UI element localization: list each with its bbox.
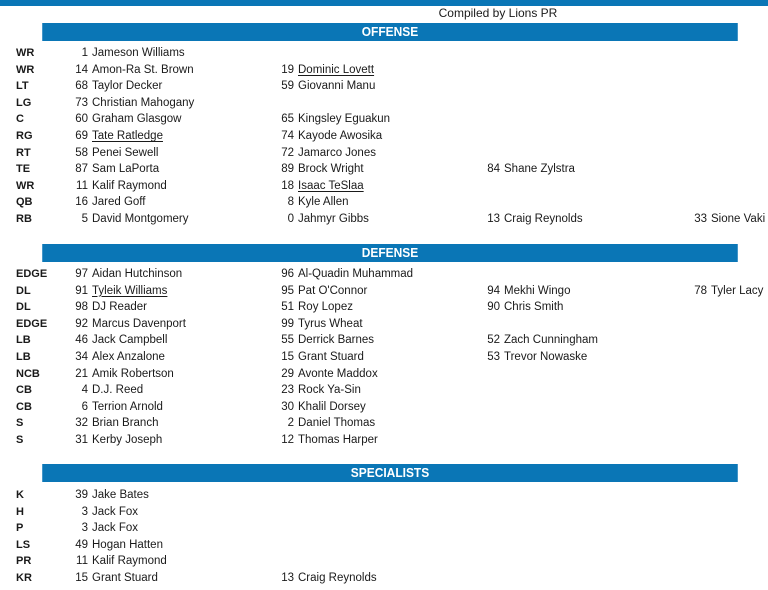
- player-name: Kyle Allen: [298, 196, 349, 209]
- jersey-number: 69: [75, 130, 88, 142]
- position-label: CB: [16, 400, 32, 413]
- player-name: Thomas Harper: [298, 434, 378, 446]
- jersey-number: 19: [281, 63, 294, 76]
- roster-row: [0, 399, 768, 415]
- player-entry: [270, 178, 364, 194]
- player-name: Christian Mahogany: [92, 96, 195, 109]
- player-name: Chris Smith: [504, 301, 564, 314]
- jersey-number: 2: [287, 417, 294, 430]
- player-name: Jack Fox: [92, 522, 139, 535]
- roster-row: [0, 316, 768, 332]
- player-entry: [60, 111, 181, 127]
- roster-row: [0, 415, 768, 431]
- roster-row: [0, 95, 768, 111]
- player-name: Sione Vaki: [711, 213, 766, 225]
- player-entry: [270, 382, 361, 398]
- jersey-number: 59: [281, 80, 294, 93]
- position-label: CB: [16, 384, 32, 397]
- player-entry: [270, 78, 375, 94]
- jersey-number: 39: [75, 489, 88, 501]
- defense-header: DEFENSE: [42, 244, 738, 262]
- player-entry: [60, 415, 158, 431]
- player-name: Tate Ratledge: [92, 130, 163, 142]
- player-entry: [60, 504, 138, 520]
- player-name: Isaac TeSlaa: [298, 179, 364, 192]
- roster-row: [0, 520, 768, 536]
- jersey-number: 33: [694, 213, 707, 225]
- player-name: Craig Reynolds: [298, 572, 377, 584]
- player-name: D.J. Reed: [92, 384, 144, 397]
- player-name: Brian Branch: [92, 417, 159, 430]
- player-entry: [270, 194, 349, 210]
- jersey-number: 11: [76, 179, 88, 192]
- position-label: LT: [16, 80, 29, 93]
- jersey-number: 78: [694, 284, 707, 297]
- jersey-number: 55: [281, 334, 294, 347]
- jersey-number: 87: [75, 163, 88, 176]
- player-name: Hogan Hatten: [92, 538, 163, 551]
- player-entry: [60, 161, 159, 177]
- player-entry: [60, 178, 167, 194]
- jersey-number: 51: [281, 301, 294, 314]
- jersey-number: 30: [281, 400, 294, 413]
- player-entry: [60, 349, 165, 365]
- roster-row: [0, 382, 768, 398]
- player-entry: [270, 111, 390, 127]
- player-entry: [270, 432, 378, 448]
- player-name: Shane Zylstra: [504, 163, 575, 176]
- player-name: Jack Campbell: [92, 334, 168, 347]
- jersey-number: 84: [487, 163, 500, 176]
- player-entry: [270, 128, 382, 144]
- player-name: Kayode Awosika: [298, 130, 383, 142]
- jersey-number: 16: [75, 196, 88, 209]
- jersey-number: 99: [281, 317, 294, 330]
- player-name: Rock Ya-Sin: [298, 384, 361, 397]
- player-entry: [60, 299, 147, 315]
- player-entry: [478, 283, 570, 299]
- jersey-number: 65: [281, 113, 294, 126]
- position-label: QB: [16, 196, 33, 209]
- jersey-number: 53: [487, 351, 500, 363]
- player-entry: [60, 520, 138, 536]
- player-entry: [270, 145, 376, 161]
- jersey-number: 98: [75, 301, 88, 314]
- player-entry: [270, 316, 363, 332]
- player-name: DJ Reader: [92, 301, 147, 314]
- roster-row: [0, 266, 768, 282]
- jersey-number: 32: [75, 417, 88, 430]
- jersey-number: 68: [75, 80, 88, 93]
- jersey-number: 72: [281, 146, 294, 159]
- jersey-number: 31: [75, 434, 88, 446]
- player-entry: [60, 194, 146, 210]
- player-entry: [60, 366, 174, 382]
- player-entry: [270, 299, 353, 315]
- player-name: Dominic Lovett: [298, 63, 375, 76]
- position-label: RG: [16, 130, 33, 142]
- player-entry: [478, 349, 587, 365]
- player-name: Jared Goff: [92, 196, 146, 209]
- jersey-number: 3: [81, 522, 88, 535]
- player-name: Grant Stuard: [298, 351, 364, 363]
- position-label: WR: [16, 47, 35, 59]
- player-name: Aidan Hutchinson: [92, 268, 183, 280]
- jersey-number: 97: [75, 268, 88, 280]
- jersey-number: 6: [81, 400, 88, 413]
- position-label: WR: [16, 179, 35, 192]
- jersey-number: 23: [281, 384, 294, 397]
- player-entry: [60, 399, 163, 415]
- player-entry: [60, 266, 182, 282]
- player-entry: [60, 283, 167, 299]
- player-name: Giovanni Manu: [298, 80, 376, 93]
- player-name: Grant Stuard: [92, 572, 158, 584]
- player-name: Kerby Joseph: [92, 434, 163, 446]
- player-name: Jack Fox: [92, 505, 139, 518]
- jersey-number: 46: [75, 334, 88, 347]
- player-entry: [478, 332, 598, 348]
- jersey-number: 52: [487, 334, 500, 347]
- compiled-by-note: Compiled by Lions PR: [438, 6, 558, 20]
- jersey-number: 5: [81, 213, 88, 225]
- player-name: Marcus Davenport: [92, 317, 186, 330]
- player-entry: [60, 382, 143, 398]
- position-label: DL: [16, 284, 31, 297]
- position-label: C: [16, 113, 24, 126]
- roster-row: [0, 178, 768, 194]
- roster-row: [0, 299, 768, 315]
- roster-row: [0, 366, 768, 382]
- roster-row: [0, 283, 768, 299]
- jersey-number: 18: [281, 179, 294, 192]
- player-entry: [60, 316, 186, 332]
- player-name: Avonte Maddox: [298, 367, 378, 380]
- position-label: EDGE: [16, 268, 48, 280]
- roster-row: [0, 145, 768, 161]
- player-entry: [60, 95, 194, 111]
- position-label: S: [16, 417, 24, 430]
- player-entry: [60, 432, 162, 448]
- player-name: Tyler Lacy: [711, 284, 764, 297]
- position-label: LB: [16, 334, 31, 347]
- player-entry: [270, 332, 374, 348]
- jersey-number: 94: [487, 284, 500, 297]
- player-name: Amon-Ra St. Brown: [92, 63, 194, 76]
- player-entry: [60, 145, 158, 161]
- position-label: EDGE: [16, 317, 48, 330]
- position-label: LS: [16, 538, 31, 551]
- roster-row: [0, 332, 768, 348]
- position-label: KR: [16, 572, 32, 584]
- jersey-number: 1: [81, 47, 88, 59]
- player-entry: [683, 211, 765, 227]
- player-entry: [60, 537, 163, 553]
- player-entry: [270, 211, 369, 227]
- position-label: TE: [16, 163, 31, 176]
- roster-row: [0, 161, 768, 177]
- jersey-number: 0: [287, 213, 294, 225]
- position-label: P: [16, 522, 24, 535]
- position-label: RT: [16, 146, 31, 159]
- player-name: Brock Wright: [298, 163, 364, 176]
- jersey-number: 90: [487, 301, 500, 314]
- jersey-number: 95: [281, 284, 294, 297]
- player-name: Daniel Thomas: [298, 417, 376, 430]
- roster-row: [0, 432, 768, 448]
- player-name: Trevor Nowaske: [504, 351, 588, 363]
- jersey-number: 13: [487, 213, 500, 225]
- player-entry: [270, 349, 364, 365]
- roster-row: [0, 570, 768, 586]
- player-entry: [270, 570, 377, 586]
- jersey-number: 15: [281, 351, 294, 363]
- position-label: RB: [16, 213, 32, 225]
- player-name: David Montgomery: [92, 213, 189, 225]
- roster-row: [0, 349, 768, 365]
- player-entry: [60, 332, 167, 348]
- player-name: Jameson Williams: [92, 47, 185, 59]
- player-entry: [60, 570, 158, 586]
- player-entry: [270, 161, 364, 177]
- player-name: Taylor Decker: [92, 80, 163, 93]
- position-label: DL: [16, 301, 31, 314]
- roster-row: [0, 78, 768, 94]
- player-entry: [270, 399, 366, 415]
- jersey-number: 14: [75, 63, 88, 76]
- roster-row: [0, 194, 768, 210]
- player-entry: [60, 487, 149, 503]
- position-label: LB: [16, 351, 31, 363]
- roster-row: [0, 553, 768, 569]
- jersey-number: 60: [75, 113, 88, 126]
- player-name: Roy Lopez: [298, 301, 353, 314]
- player-name: Derrick Barnes: [298, 334, 375, 347]
- jersey-number: 15: [75, 572, 88, 584]
- player-name: Jahmyr Gibbs: [298, 213, 369, 225]
- player-name: Mekhi Wingo: [504, 284, 571, 297]
- specialists-header: SPECIALISTS: [42, 464, 738, 482]
- jersey-number: 4: [81, 384, 88, 397]
- position-label: PR: [16, 555, 32, 568]
- jersey-number: 73: [75, 96, 88, 109]
- player-name: Kalif Raymond: [92, 179, 167, 192]
- player-name: Terrion Arnold: [92, 400, 163, 413]
- player-name: Pat O'Connor: [298, 284, 368, 297]
- jersey-number: 11: [76, 555, 88, 568]
- position-label: LG: [16, 96, 32, 109]
- player-entry: [270, 283, 367, 299]
- player-name: Kalif Raymond: [92, 555, 167, 568]
- player-name: Amik Robertson: [92, 367, 174, 380]
- player-entry: [60, 45, 185, 61]
- player-entry: [60, 128, 163, 144]
- player-name: Graham Glasgow: [92, 113, 182, 126]
- jersey-number: 74: [281, 130, 294, 142]
- jersey-number: 89: [281, 163, 294, 176]
- roster-row: [0, 504, 768, 520]
- player-entry: [270, 266, 413, 282]
- position-label: S: [16, 434, 24, 446]
- jersey-number: 49: [75, 538, 88, 551]
- player-name: Craig Reynolds: [504, 213, 583, 225]
- jersey-number: 29: [281, 367, 294, 380]
- player-entry: [478, 211, 583, 227]
- player-name: Al-Quadin Muhammad: [298, 268, 414, 280]
- jersey-number: 58: [75, 146, 88, 159]
- roster-row: [0, 111, 768, 127]
- jersey-number: 21: [75, 367, 88, 380]
- player-name: Jamarco Jones: [298, 146, 376, 159]
- position-label: NCB: [16, 367, 40, 380]
- player-entry: [270, 62, 374, 78]
- player-entry: [60, 62, 194, 78]
- position-label: H: [16, 505, 24, 518]
- offense-header: OFFENSE: [42, 23, 738, 41]
- player-name: Zach Cunningham: [504, 334, 598, 347]
- player-name: Sam LaPorta: [92, 163, 160, 176]
- jersey-number: 91: [75, 284, 88, 297]
- roster-row: [0, 487, 768, 503]
- jersey-number: 12: [281, 434, 294, 446]
- jersey-number: 13: [281, 572, 294, 584]
- position-label: WR: [16, 63, 35, 76]
- jersey-number: 3: [81, 505, 88, 518]
- roster-row: [0, 211, 768, 227]
- position-label: K: [16, 489, 24, 501]
- player-name: Tyleik Williams: [92, 284, 168, 297]
- player-entry: [60, 211, 189, 227]
- jersey-number: 92: [75, 317, 88, 330]
- roster-row: [0, 537, 768, 553]
- player-entry: [60, 553, 167, 569]
- jersey-number: 96: [281, 268, 294, 280]
- player-entry: [478, 161, 575, 177]
- jersey-number: 34: [75, 351, 88, 363]
- player-entry: [270, 366, 378, 382]
- player-name: Jake Bates: [92, 489, 149, 501]
- player-entry: [478, 299, 563, 315]
- player-entry: [60, 78, 162, 94]
- roster-row: [0, 128, 768, 144]
- player-name: Khalil Dorsey: [298, 400, 366, 413]
- roster-row: [0, 45, 768, 61]
- player-entry: [683, 283, 763, 299]
- roster-row: [0, 62, 768, 78]
- jersey-number: 8: [287, 196, 294, 209]
- player-name: Alex Anzalone: [92, 351, 165, 363]
- player-entry: [270, 415, 375, 431]
- player-name: Kingsley Eguakun: [298, 113, 391, 126]
- player-name: Tyrus Wheat: [298, 317, 363, 330]
- player-name: Penei Sewell: [92, 146, 159, 159]
